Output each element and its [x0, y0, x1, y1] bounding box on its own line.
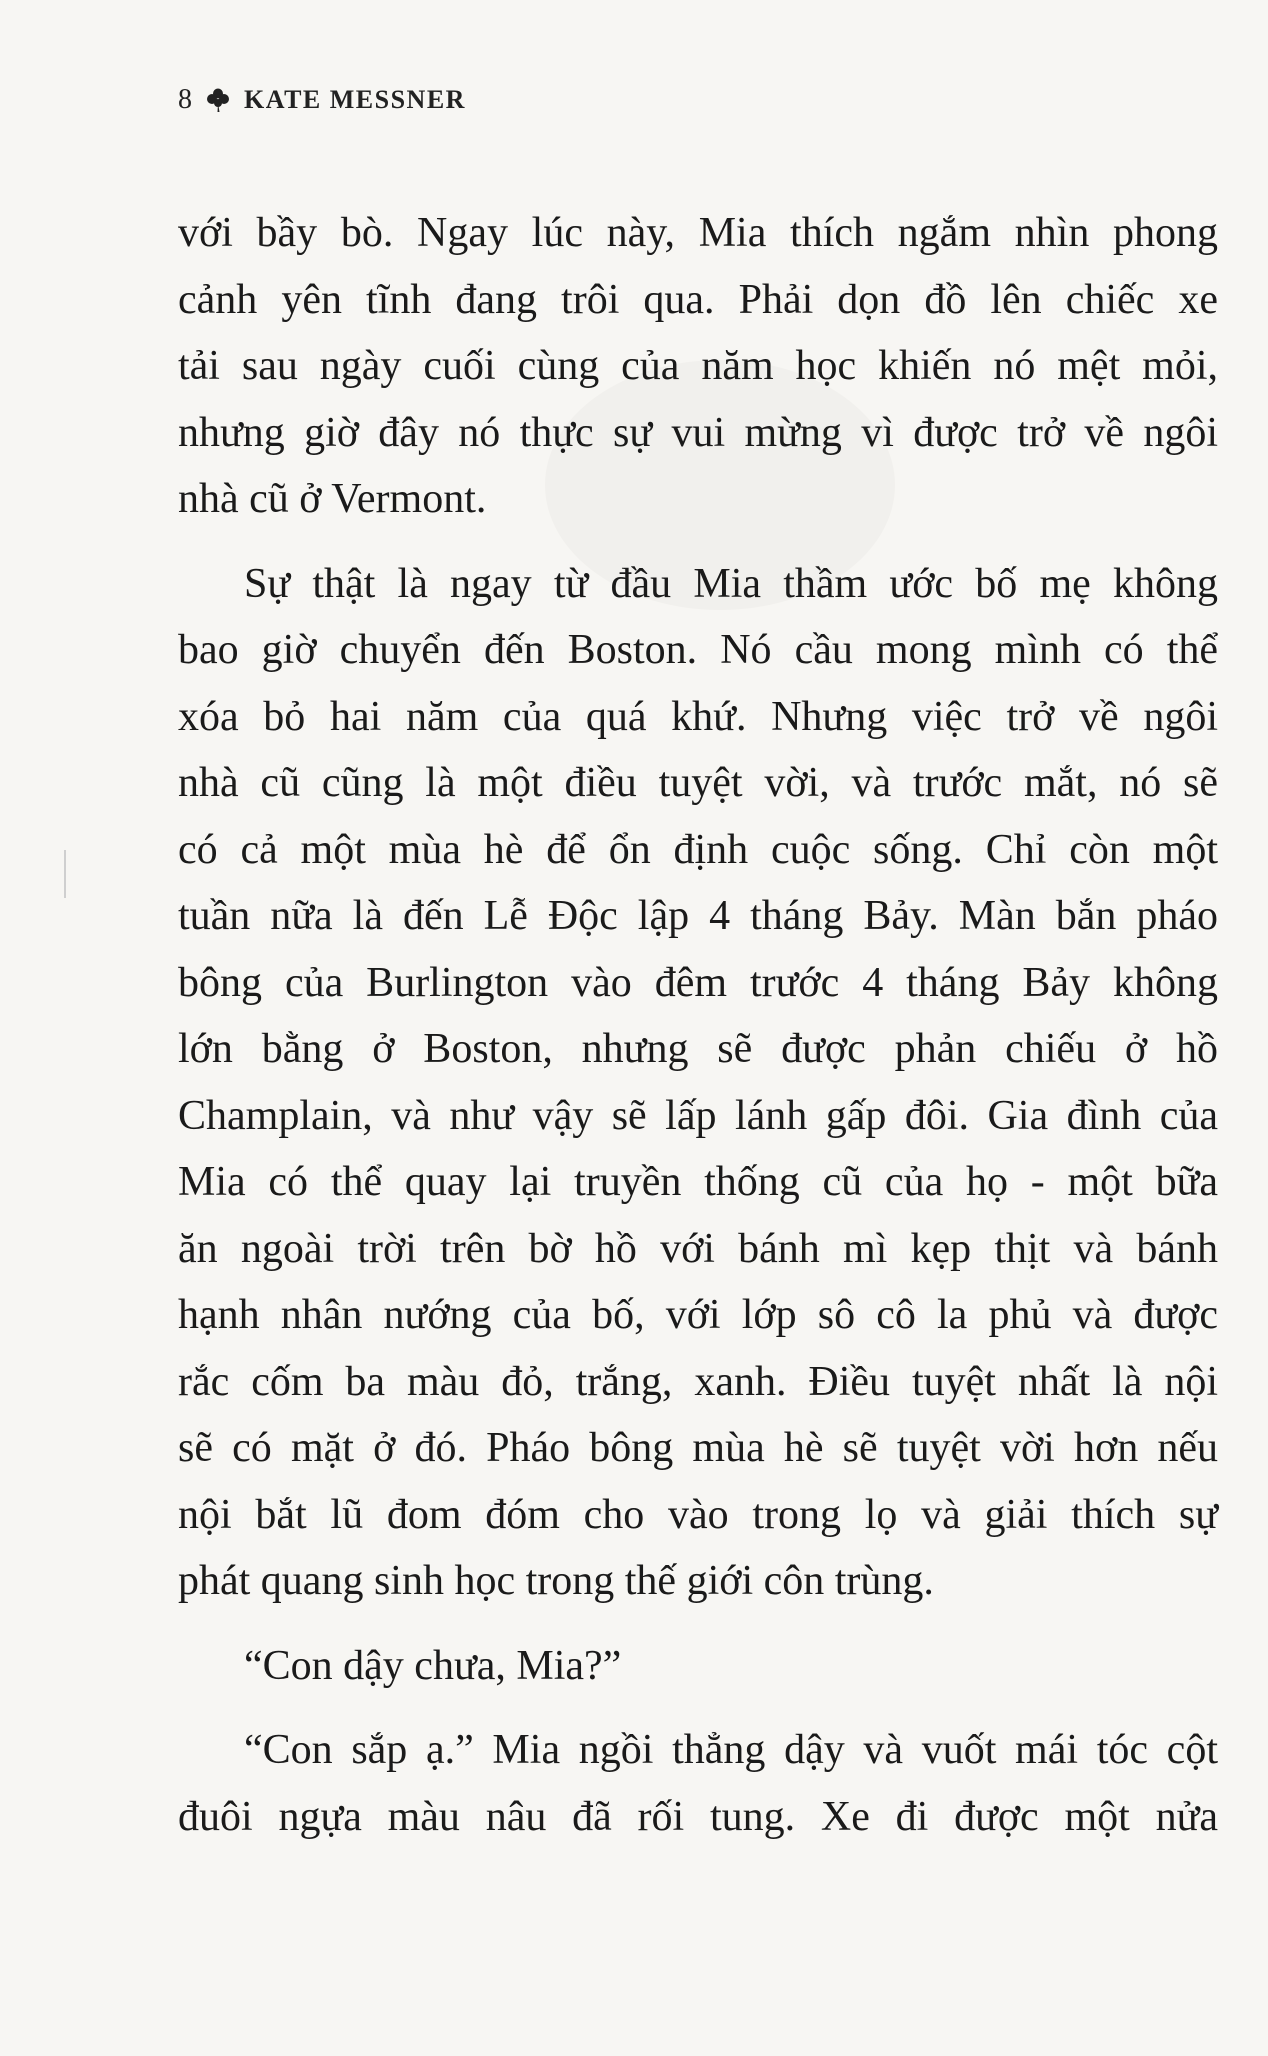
- text-line: đuôi ngựa màu nâu đã rối tung. Xe đi được một nửa: [178, 1793, 1218, 1840]
- paragraph-gap: [178, 1615, 1218, 1633]
- text-line: nhà cũ ở Vermont.: [178, 476, 487, 522]
- text-line: tải sau ngày cuối cùng của năm học khiến nó mệt mỏi,: [178, 343, 1218, 389]
- margin-mark: [64, 850, 66, 898]
- text-line: “Con sắp ạ.” Mia ngồi thẳng dậy và vuốt mái tóc cột: [244, 1727, 1218, 1773]
- text-line: “Con dậy chưa, Mia?”: [244, 1642, 622, 1689]
- text-line: có cả một mùa hè để ổn định cuộc sống. Chỉ còn một: [178, 826, 1218, 873]
- text-line: ăn ngoài trời trên bờ hồ với bánh mì kẹp thịt và bánh: [178, 1225, 1218, 1272]
- author-name: KATE MESSNER: [244, 85, 466, 114]
- paragraph-gap: [178, 1699, 1218, 1717]
- text-line: rắc cốm ba màu đỏ, trắng, xanh. Điều tuyệt nhất là nội: [178, 1358, 1218, 1405]
- text-line: bông của Burlington vào đêm trước 4 tháng Bảy không: [178, 959, 1218, 1006]
- text-line: Mia có thể quay lại truyền thống cũ của họ - một bữa: [178, 1159, 1218, 1205]
- text-line: tuần nữa là đến Lễ Độc lập 4 tháng Bảy. Màn bắn pháo: [178, 893, 1218, 939]
- text-line: xóa bỏ hai năm của quá khứ. Nhưng việc trở về ngôi: [178, 693, 1218, 740]
- body-text: [178, 200, 1218, 1850]
- paragraph: [178, 1633, 1218, 1700]
- text-line: Sự thật là ngay từ đầu Mia thầm ước bố mẹ không: [244, 560, 1218, 607]
- paragraph: [178, 200, 1218, 533]
- text-line: với bầy bò. Ngay lúc này, Mia thích ngắm nhìn phong: [178, 210, 1218, 256]
- text-line: sẽ có mặt ở đó. Pháo bông mùa hè sẽ tuyệt vời hơn nếu: [178, 1425, 1218, 1471]
- text-line: Champlain, và như vậy sẽ lấp lánh gấp đôi. Gia đình của: [178, 1092, 1218, 1139]
- paragraph: [178, 1717, 1218, 1850]
- paragraph-gap: [178, 533, 1218, 551]
- text-line: hạnh nhân nướng của bố, với lớp sô cô la phủ và được: [178, 1292, 1218, 1338]
- text-line: nội bắt lũ đom đóm cho vào trong lọ và giải thích sự: [178, 1491, 1218, 1538]
- text-line: nhà cũ cũng là một điều tuyệt vời, và trước mắt, nó sẽ: [178, 760, 1218, 806]
- text-line: phát quang sinh học trong thế giới côn trùng.: [178, 1558, 934, 1604]
- clover-icon: [206, 87, 230, 113]
- paragraph: [178, 551, 1218, 1615]
- text-line: lớn bằng ở Boston, nhưng sẽ được phản chiếu ở hồ: [178, 1026, 1218, 1072]
- text-line: bao giờ chuyển đến Boston. Nó cầu mong mình có thể: [178, 627, 1218, 673]
- text-line: cảnh yên tĩnh đang trôi qua. Phải dọn đồ lên chiếc xe: [178, 276, 1218, 323]
- page-number: 8: [178, 84, 194, 115]
- text-line: nhưng giờ đây nó thực sự vui mừng vì được trở về ngôi: [178, 409, 1218, 456]
- running-header: [178, 80, 466, 120]
